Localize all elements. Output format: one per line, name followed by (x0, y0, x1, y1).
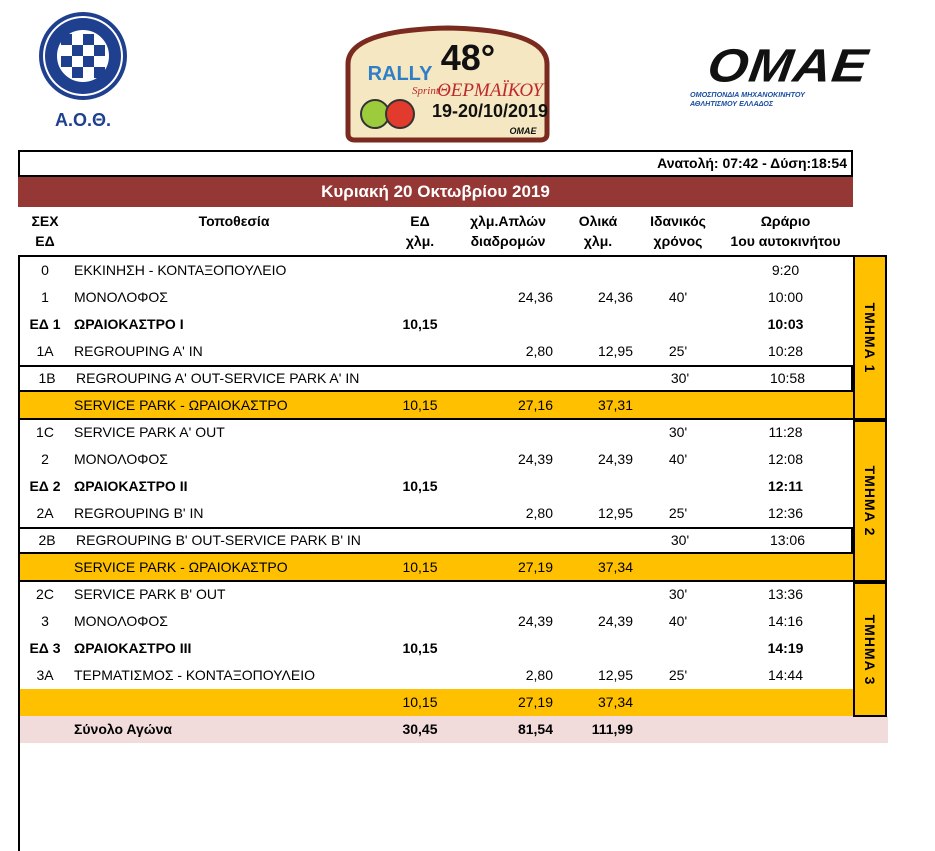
day-title: Κυριακή 20 Οκτωβρίου 2019 (18, 177, 853, 207)
cell-ed: 10,15 (402, 397, 438, 413)
cell-ideal: 30' (668, 586, 688, 602)
cell-olika: 111,99 (591, 721, 633, 737)
cell-time: 14:19 (767, 640, 804, 656)
cell-loc: SERVICE PARK - ΩΡΑΙΟΚΑΣΤΡΟ (74, 559, 288, 575)
omae-subtitle-line-2: ΑΘΛΗΤΙΣΜΟΥ ΕΛΛΑΔΟΣ (690, 99, 774, 108)
aoth-logo (28, 8, 138, 133)
cell-no: 2B (38, 532, 56, 548)
table-row (18, 419, 853, 446)
section-label-2: ΤΜΗΜΑ 2 (853, 420, 887, 582)
cell-time: 10:03 (767, 316, 804, 332)
header-ed-km: ΕΔ χλμ. (405, 213, 435, 249)
cell-loc: SERVICE PARK - ΩΡΑΙΟΚΑΣΤΡΟ (74, 397, 288, 413)
divider-line (18, 418, 853, 420)
cell-time: 12:08 (767, 451, 804, 467)
cell-no: 0 (41, 262, 49, 278)
cell-olika: 37,34 (597, 694, 633, 710)
service-park-row (18, 392, 853, 419)
cell-loc: Σύνολο Αγώνα (74, 721, 173, 737)
cell-time: 14:44 (767, 667, 804, 683)
cell-aplon: 24,36 (517, 289, 553, 305)
cell-ideal: 40' (668, 613, 688, 629)
table-row (18, 662, 853, 689)
table-row (18, 446, 853, 473)
omae-word: OMAE (704, 39, 872, 93)
section-label-1: ΤΜΗΜΑ 1 (853, 255, 887, 420)
omae-logo (690, 39, 872, 110)
cell-olika: 37,31 (597, 397, 633, 413)
cell-aplon: 2,80 (525, 505, 553, 521)
cell-aplon: 27,19 (517, 694, 553, 710)
header-ideal: Ιδανικός χρόνος (650, 213, 706, 249)
cell-ed: 10,15 (402, 640, 438, 656)
cell-no: 2C (36, 586, 54, 602)
rally-word: RALLY (367, 63, 433, 85)
header-time: Ωράριο 1ου αυτοκινήτου (730, 213, 841, 249)
cell-olika: 24,39 (597, 451, 633, 467)
divider-line (18, 257, 20, 851)
cell-loc: ΩΡΑΙΟΚΑΣΤΡΟ Ι (74, 316, 184, 332)
table-row (18, 527, 853, 554)
cell-loc: REGROUPING B' OUT-SERVICE PARK B' IN (76, 532, 361, 548)
rally-logo (340, 24, 555, 144)
cell-time: 13:36 (767, 586, 804, 602)
rally-dates: 19-20/10/2019 (431, 101, 549, 121)
cell-olika: 24,36 (597, 289, 633, 305)
cell-time: 9:20 (771, 262, 800, 278)
header-olika: Ολικά χλμ. (578, 213, 618, 249)
cell-loc: REGROUPING A' OUT-SERVICE PARK A' IN (76, 370, 360, 386)
rally-name: ΘΕΡΜΑΪΚΟΥ (437, 80, 543, 101)
divider-line (18, 580, 853, 582)
cell-time: 12:36 (767, 505, 804, 521)
cell-time: 10:00 (767, 289, 804, 305)
cell-loc: ΩΡΑΙΟΚΑΣΤΡΟ ΙΙ (74, 478, 188, 494)
header-location: Τοποθεσία (198, 213, 270, 229)
header-no: ΣΕΧ ΕΔ (31, 213, 59, 249)
cell-aplon: 27,19 (517, 559, 553, 575)
table-header (18, 207, 853, 255)
cell-olika: 12,95 (597, 667, 633, 683)
cell-ed: 10,15 (402, 478, 438, 494)
cell-aplon: 81,54 (517, 721, 553, 737)
total-row (18, 716, 888, 743)
cell-no: 3A (36, 667, 54, 683)
table-row (18, 635, 853, 662)
divider-line (18, 255, 853, 257)
cell-no: 1B (38, 370, 56, 386)
table-row (18, 338, 853, 365)
cell-ideal: 30' (670, 370, 690, 386)
cell-ed: 10,15 (402, 316, 438, 332)
cell-olika: 24,39 (597, 613, 633, 629)
cell-ideal: 30' (670, 532, 690, 548)
cell-loc: ΜΟΝΟΛΟΦΟΣ (74, 613, 168, 629)
cell-aplon: 2,80 (525, 667, 553, 683)
service-park-row (18, 689, 853, 716)
sunrise-sunset: Ανατολή: 07:42 - Δύση:18:54 (18, 150, 853, 177)
cell-ideal: 25' (668, 667, 688, 683)
cell-no: 2 (41, 451, 49, 467)
cell-loc: REGROUPING A' IN (74, 343, 203, 359)
cell-ed: 10,15 (402, 559, 438, 575)
rally-number: 48° (440, 37, 496, 78)
cell-time: 10:28 (767, 343, 804, 359)
rally-sprint: Sprint (412, 85, 439, 97)
cell-ideal: 25' (668, 343, 688, 359)
cell-loc: SERVICE PARK A' OUT (74, 424, 225, 440)
cell-loc: ΩΡΑΙΟΚΑΣΤΡΟ ΙΙΙ (74, 640, 192, 656)
cell-aplon: 24,39 (517, 451, 553, 467)
table-row (18, 581, 853, 608)
cell-loc: ΕΚΚΙΝΗΣΗ - ΚΟΝΤΑΞΟΠΟΥΛΕΙΟ (74, 262, 287, 278)
cell-no: ΕΔ 1 (29, 316, 61, 332)
section-label-3: ΤΜΗΜΑ 3 (853, 582, 887, 717)
service-park-row (18, 554, 853, 581)
cell-loc: ΤΕΡΜΑΤΙΣΜΟΣ - ΚΟΝΤΑΞΟΠΟΥΛΕΙΟ (74, 667, 315, 683)
cell-no: ΕΔ 3 (29, 640, 61, 656)
header-aplon: χλμ.Απλών διαδρομών (470, 213, 546, 249)
cell-no: 1 (41, 289, 49, 305)
cell-loc: ΜΟΝΟΛΟΦΟΣ (74, 289, 168, 305)
cell-loc: SERVICE PARK B' OUT (74, 586, 226, 602)
cell-aplon: 27,16 (517, 397, 553, 413)
cell-no: 2A (36, 505, 54, 521)
cell-no: 1C (36, 424, 54, 440)
rally-omae: OMAE (509, 126, 537, 136)
cell-time: 13:06 (769, 532, 806, 548)
cell-ed: 10,15 (402, 694, 438, 710)
cell-loc: REGROUPING B' IN (74, 505, 204, 521)
cell-olika: 12,95 (597, 505, 633, 521)
cell-ed: 30,45 (402, 721, 438, 737)
table-row (18, 365, 853, 392)
aoth-logo-text: Α.Ο.Θ. (54, 110, 112, 130)
cell-aplon: 24,39 (517, 613, 553, 629)
cell-ideal: 30' (668, 424, 688, 440)
cell-loc: ΜΟΝΟΛΟΦΟΣ (74, 451, 168, 467)
flag-icon (386, 100, 414, 128)
table-row (18, 284, 853, 311)
cell-olika: 12,95 (597, 343, 633, 359)
cell-no: 3 (41, 613, 49, 629)
cell-no: ΕΔ 2 (29, 478, 61, 494)
omae-subtitle (690, 90, 850, 108)
cell-time: 12:11 (767, 478, 804, 494)
cell-aplon: 2,80 (525, 343, 553, 359)
cell-time: 11:28 (768, 424, 803, 440)
table-row (18, 500, 853, 527)
table-row (18, 608, 853, 635)
clock-icon (361, 100, 389, 128)
cell-ideal: 40' (668, 289, 688, 305)
table-row (18, 311, 853, 338)
cell-time: 14:16 (767, 613, 804, 629)
table-row (18, 473, 853, 500)
cell-ideal: 25' (668, 505, 688, 521)
cell-olika: 37,34 (597, 559, 633, 575)
cell-ideal: 40' (668, 451, 688, 467)
cell-time: 10:58 (769, 370, 806, 386)
omae-subtitle-line-1: ΟΜΟΣΠΟΝΔΙΑ ΜΗΧΑΝΟΚΙΝΗΤΟΥ (690, 90, 805, 99)
table-row (18, 257, 853, 284)
cell-no: 1A (36, 343, 54, 359)
